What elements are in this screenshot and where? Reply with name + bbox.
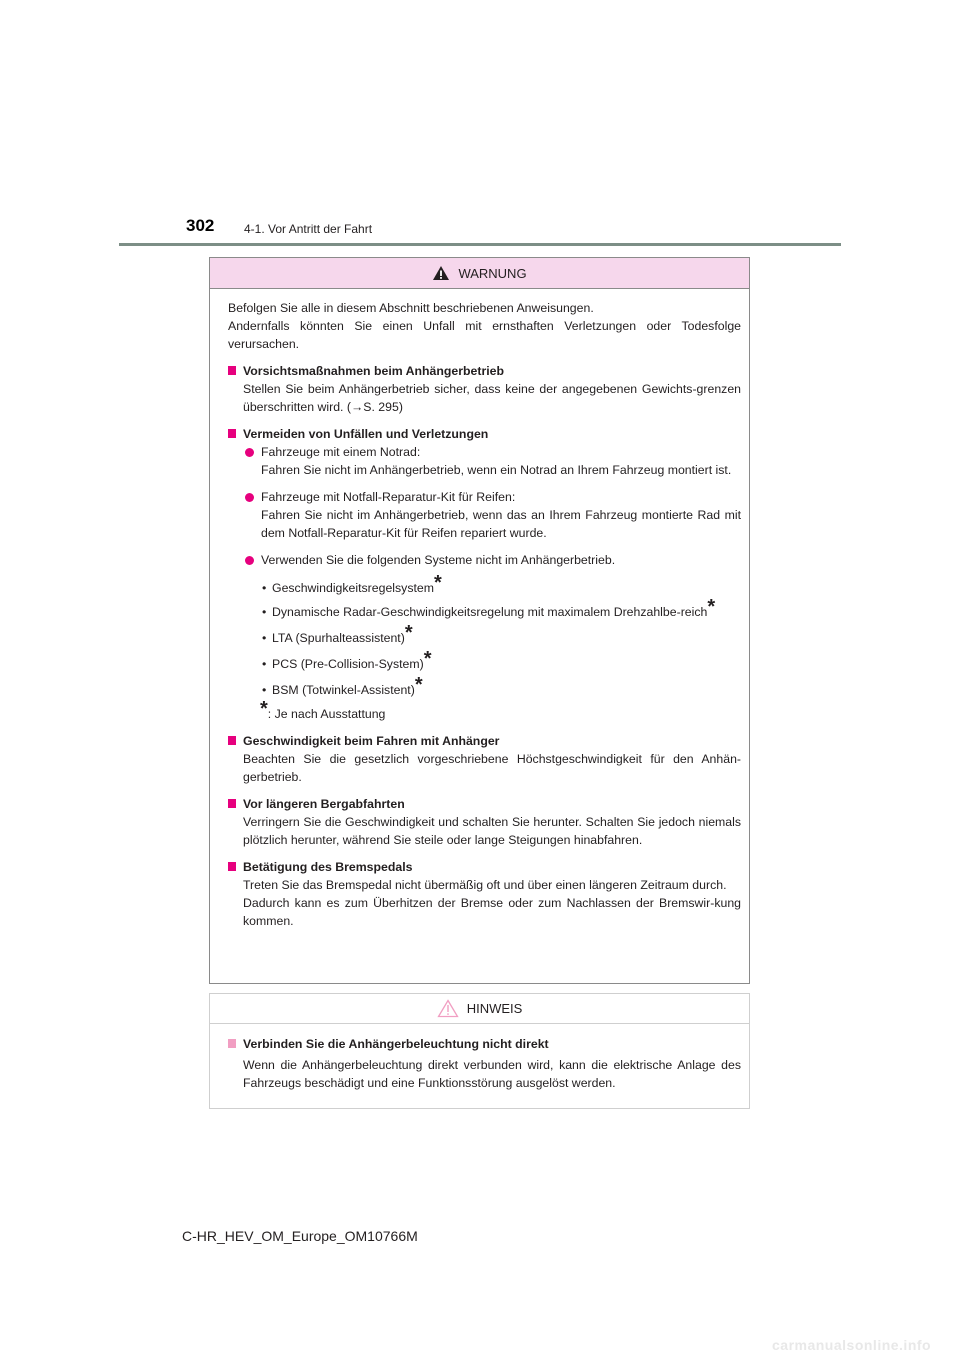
square-bullet-icon	[228, 862, 236, 871]
round-bullet-icon	[245, 556, 254, 565]
text-brake-pedal-2: Dadurch kann es zum Überhitzen der Bremse oder zum Nachlassen der Bremswir-kung kommen.	[243, 896, 741, 928]
bullet-title: Fahrzeuge mit Notfall-Reparatur-Kit für Reifen:	[261, 490, 516, 504]
square-bullet-icon	[228, 366, 236, 375]
system-item: • LTA (Spurhalteassistent)*	[262, 622, 413, 645]
square-bullet-icon	[228, 799, 236, 808]
text-trailer-precautions: Stellen Sie beim Anhängerbetrieb sicher, dass keine der angegebenen Gewichts-grenzen überschritten wird. (→S. 295)	[243, 382, 741, 414]
bullet-title: Fahrzeuge mit einem Notrad:	[261, 445, 421, 459]
warning-header	[210, 258, 749, 289]
bullet-systems	[228, 551, 741, 569]
heading-trailer-precautions: Vorsichtsmaßnahmen beim Anhängerbetrieb	[228, 362, 741, 380]
square-bullet-icon	[228, 736, 236, 745]
page-number: 302	[186, 216, 215, 235]
heading-brake-pedal: Betätigung des Bremspedals	[228, 858, 741, 876]
section-title: 4-1. Vor Antritt der Fahrt	[244, 222, 373, 236]
square-bullet-icon	[228, 429, 236, 438]
warning-title: WARNUNG	[458, 265, 527, 281]
square-bullet-icon	[228, 1039, 236, 1048]
warning-triangle-icon	[432, 265, 450, 281]
heading-trailer-lighting: Verbinden Sie die Anhängerbeleuchtung nicht direkt	[228, 1035, 741, 1053]
system-item: • PCS (Pre-Collision-System)*	[262, 648, 432, 671]
text-trailer-speed: Beachten Sie die gesetzlich vorgeschriebene Höchstgeschwindigkeit für den Anhän-gerbetrieb.	[243, 752, 741, 784]
footnote: *: Je nach Ausstattung	[260, 698, 386, 721]
document-id: C-HR_HEV_OM_Europe_OM10766M	[182, 1228, 418, 1244]
note-title: HINWEIS	[466, 1001, 523, 1016]
bullet-text: Fahren Sie nicht im Anhängerbetrieb, wenn ein Notrad an Ihrem Fahrzeug montiert ist.	[261, 463, 732, 477]
heading-avoid-accidents: Vermeiden von Unfällen und Verletzungen	[228, 425, 741, 443]
text-brake-pedal-1: Treten Sie das Bremspedal nicht übermäßig oft und über einen längeren Zeitraum durch.	[243, 878, 727, 892]
round-bullet-icon	[245, 448, 254, 457]
text-trailer-lighting: Wenn die Anhängerbeleuchtung direkt verbunden wird, kann die elektrische Anlage des Fahrzeugs beschädigt und eine Funktionsstörung ausgelöst werden.	[243, 1058, 741, 1090]
warning-intro-2: Andernfalls könnten Sie einen Unfall mit ernsthaften Verletzungen oder Todesfolge verursachen.	[228, 319, 741, 351]
bullet-repair-kit	[228, 488, 741, 542]
text-downhill: Verringern Sie die Geschwindigkeit und schalten Sie herunter. Schalten Sie jedoch niemals plötzlich herunter, während Sie steile oder lange Steigungen hinabfahren.	[243, 815, 741, 847]
bullet-text: Fahren Sie nicht im Anhängerbetrieb, wenn das an Ihrem Fahrzeug montierte Rad mit dem Notfall-Reparatur-Kit für Reifen repariert wurde.	[261, 508, 741, 540]
heading-downhill: Vor längeren Bergabfahrten	[228, 795, 741, 813]
bullet-text: Verwenden Sie die folgenden Systeme nicht im Anhängerbetrieb.	[261, 553, 616, 567]
header-rule	[119, 243, 841, 246]
note-box	[209, 993, 750, 1109]
bullet-spare-wheel	[228, 443, 741, 479]
note-header	[210, 994, 749, 1024]
system-item: • Dynamische Radar-Geschwindigkeitsregelung mit maximalem Drehzahlbe-reich*	[262, 596, 716, 619]
caution-triangle-icon	[437, 999, 459, 1018]
system-item: • Geschwindigkeitsregelsystem*	[262, 572, 442, 595]
heading-trailer-speed: Geschwindigkeit beim Fahren mit Anhänger	[228, 732, 741, 750]
warning-intro-1: Befolgen Sie alle in diesem Abschnitt beschriebenen Anweisungen.	[228, 301, 594, 315]
round-bullet-icon	[245, 493, 254, 502]
watermark: carmanualsonline.info	[772, 1337, 932, 1353]
warning-box	[209, 257, 750, 984]
system-item: • BSM (Totwinkel-Assistent)*	[262, 674, 423, 697]
